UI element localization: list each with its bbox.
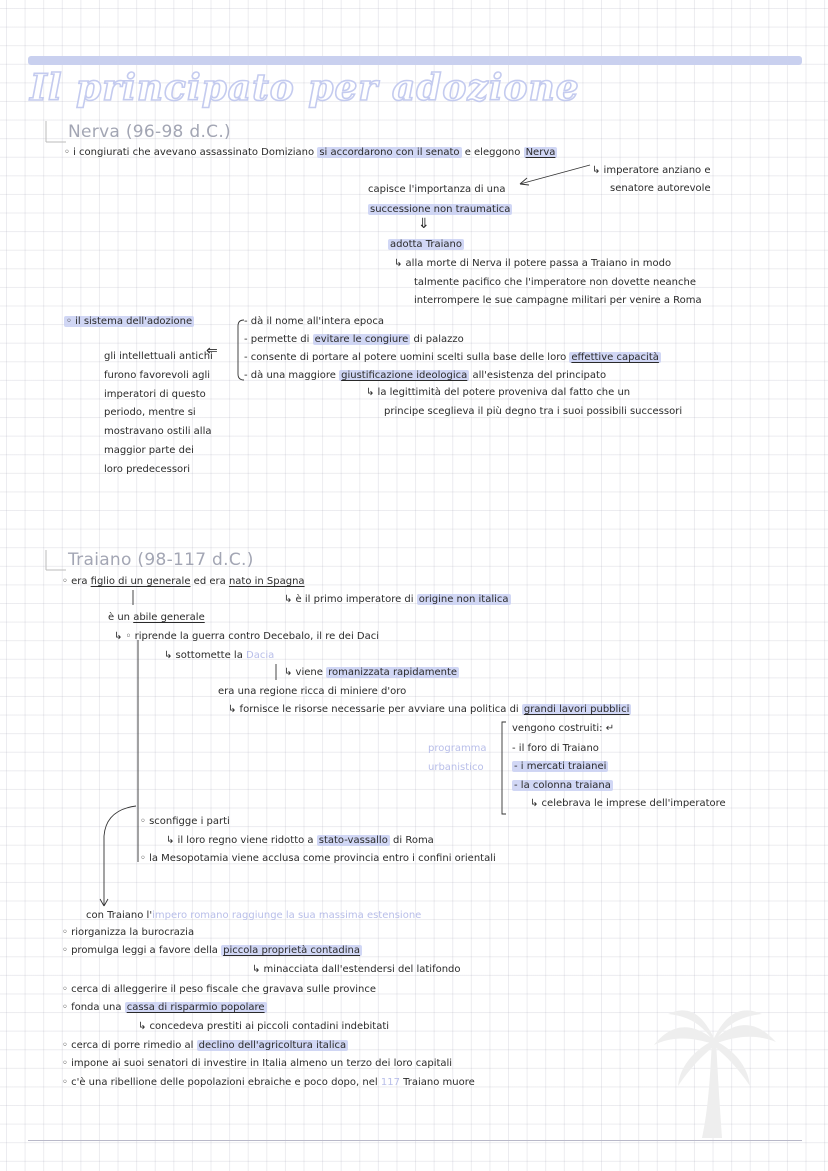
legittimita-line-1: ↳ la legittimità del potere proveniva dal fatto che un: [366, 387, 631, 398]
text: ◦ promulga leggi a favore della: [62, 945, 218, 956]
down-arrow-icon: ⇓: [418, 216, 430, 232]
section-heading-nerva: Nerva (96-98 d.C.): [68, 122, 231, 142]
capisce-line-1: capisce l'importanza di una: [368, 184, 506, 195]
section-heading-traiano: Traiano (98-117 d.C.): [68, 550, 254, 570]
vengono-line: vengono costruiti: ↵: [512, 723, 615, 734]
text: all'esistenza del principato: [472, 370, 607, 381]
burocrazia-line: ◦ riorganizza la burocrazia: [62, 927, 195, 938]
highlight: giustificazione ideologica: [341, 370, 468, 381]
highlight-nerva: Nerva: [525, 147, 556, 158]
highlight: stato-vassallo: [318, 835, 388, 846]
text: ↳ è il primo imperatore di: [284, 594, 414, 605]
text: ↳ viene: [284, 667, 323, 678]
morte-line-2: talmente pacifico che l'imperatore non dovette neanche: [414, 277, 696, 288]
text: ◦ fonda una: [62, 1002, 122, 1013]
cassa-line: [62, 1001, 267, 1014]
latifondo-line: ↳ minacciata dall'estendersi del latifondo: [252, 964, 461, 975]
light-text: 117: [380, 1077, 400, 1088]
miniere-line: era una regione ricca di miniere d'oro: [218, 686, 407, 697]
text: con Traiano l': [86, 910, 153, 921]
mesopotamia-line: ◦ la Mesopotamia viene acclusa come provincia entro i confini orientali: [140, 853, 496, 864]
highlight: successione non traumatica: [370, 204, 511, 215]
text: - consente di portare al potere uomini scelti sulla base delle loro: [244, 352, 567, 363]
dacia-line: [164, 649, 274, 662]
adozione-bullet-4: [244, 369, 606, 382]
generale-line: [108, 611, 205, 624]
text: ↳ sottomette la: [164, 650, 243, 661]
text: ◦ c'è una ribellione delle popolazioni ebraiche e poco dopo, nel: [62, 1077, 378, 1088]
text: è un: [108, 612, 131, 623]
romanizzata-line: [284, 666, 459, 679]
text: di Roma: [393, 835, 434, 846]
parti-line: ◦ sconfigge i parti: [140, 816, 230, 827]
morte-line-3: interrompere le sue campagne militari per venire a Roma: [414, 295, 702, 306]
text: di palazzo: [413, 334, 464, 345]
capitali-line: ◦ impone ai suoi senatori di investire in Italia almeno un terzo dei loro capitali: [62, 1058, 453, 1069]
highlight: evitare le congiure: [314, 334, 409, 345]
text: ↳ il loro regno viene ridotto a: [166, 835, 314, 846]
prestiti-line: ↳ concedeva prestiti ai piccoli contadini indebitati: [138, 1021, 390, 1032]
nerva-note-2: senatore autorevole: [610, 183, 711, 194]
text: ◦ cerca di porre rimedio al: [62, 1040, 194, 1051]
highlight: origine non italica: [418, 594, 509, 605]
vassallo-line: [166, 834, 434, 847]
highlight: romanizzata rapidamente: [328, 667, 458, 678]
text: ◦ i congiurati che avevano assassinato Domiziano: [64, 147, 315, 158]
highlight: effettive capacità: [571, 352, 659, 363]
highlight: piccola proprietà contadina: [223, 945, 361, 956]
text: - dà una maggiore: [244, 370, 336, 381]
colonna-line: [512, 779, 613, 792]
highlight: si accordarono con il senato: [319, 147, 460, 158]
adozione-bullet-2: [244, 333, 464, 346]
nerva-note-1: ↳ imperatore anziano e: [592, 165, 711, 176]
highlight: cassa di risparmio popolare: [126, 1002, 265, 1013]
highlight: declino dell'agricoltura italica: [198, 1040, 347, 1051]
text: ed era: [193, 576, 226, 587]
fiscale-line: ◦ cerca di alleggerire il peso fiscale che gravava sulle province: [62, 984, 377, 995]
palm-tree-icon: [650, 1000, 780, 1140]
underlined: figlio di un generale: [90, 576, 191, 587]
bottom-line: [28, 1140, 802, 1141]
light-text: Dacia: [246, 650, 275, 661]
adotta-traiano: [388, 238, 464, 251]
highlight: adotta Traiano: [390, 239, 462, 250]
adozione-bullet-3: [244, 351, 661, 364]
light-text: impero romano raggiunge la sua massima estensione: [152, 910, 422, 921]
highlight: grandi lavori pubblici: [523, 704, 630, 715]
highlight: - la colonna traiana: [514, 780, 611, 791]
programma-label-1: programma: [428, 743, 487, 754]
ribellione-line: [62, 1076, 475, 1089]
traiano-line-2: [284, 593, 511, 606]
decebalo-line: ↳ ◦ riprende la guerra contro Decebalo, il re dei Daci: [114, 631, 380, 642]
foro-line: - il foro di Traiano: [512, 743, 599, 754]
text: ◦ era: [62, 576, 88, 587]
text: ↳ fornisce le risorse necessarie per avviare una politica di: [228, 704, 519, 715]
intellettuali-note: gli intellettuali antichi furono favorevoli agli imperatori di questo periodo, mentre si mostravano ostili alla maggior parte dei loro predecessori: [104, 351, 213, 475]
lavori-line: [228, 703, 631, 716]
text: Traiano muore: [403, 1077, 475, 1088]
highlight: ◦ il sistema dell'adozione: [66, 316, 193, 327]
text: - permette di: [244, 334, 310, 345]
text: e eleggono: [464, 147, 521, 158]
underlined: abile generale: [133, 612, 205, 623]
adozione-label: [64, 315, 194, 328]
morte-line-1: ↳ alla morte di Nerva il potere passa a Traiano in modo: [394, 258, 672, 269]
mercati-line: [512, 760, 608, 773]
programma-label-2: urbanistico: [428, 762, 484, 773]
underlined: nato in Spagna: [228, 576, 305, 587]
left-arrow-icon: ⇐: [206, 343, 218, 359]
celebrava-line: ↳ celebrava le imprese dell'imperatore: [530, 798, 726, 809]
traiano-line-1: [62, 575, 305, 588]
leggi-line: [62, 944, 362, 957]
adozione-bullet-1: - dà il nome all'intera epoca: [244, 316, 384, 327]
nerva-line-1: [64, 146, 557, 159]
capisce-line-2: [368, 203, 512, 216]
estensione-line: [86, 909, 421, 922]
page-title: Il principato per adozione: [30, 67, 580, 109]
highlight: - i mercati traianei: [514, 761, 607, 772]
agricoltura-line: [62, 1039, 348, 1052]
legittimita-line-2: principe sceglieva il più degno tra i suoi possibili successori: [384, 406, 683, 417]
